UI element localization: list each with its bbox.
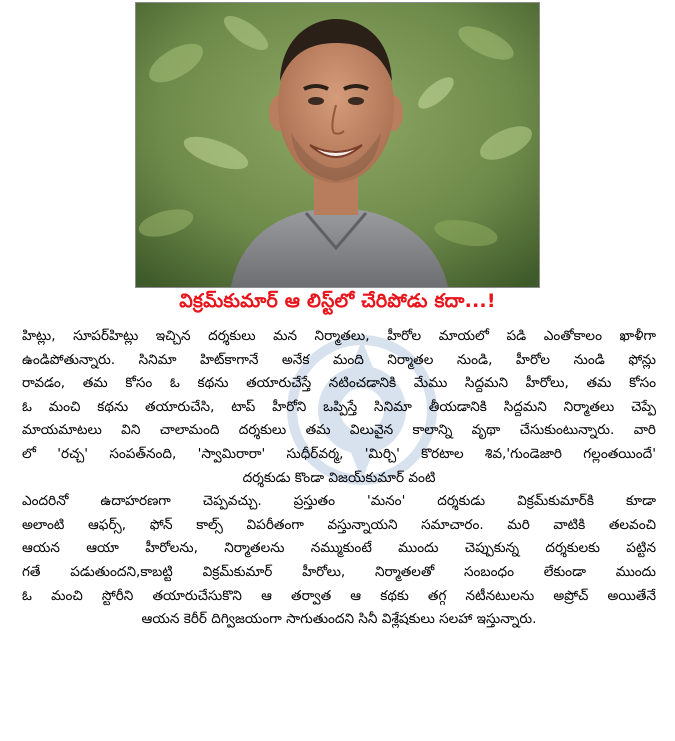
article-body — [22, 325, 656, 632]
article-headline: విక్రమ్‌కుమార్ ఆ లిస్ట్‌లో చేరిపోడు కదా...! — [179, 290, 496, 312]
article-line: ఆయన కెరీర్ దిగ్విజయంగా సాగుతుందని సినీ విశ్లేషకులు సలహా ఇస్తున్నారు. — [141, 611, 537, 628]
article-line: మాయమాటలు విని చాలామంది దర్శకులు తమ విలువైన కాలాన్ని వృథా చేసుకుంటున్నారు. వారి — [22, 422, 656, 439]
article-photo — [135, 2, 540, 288]
article-line: రావడం, తమ కోసం ఓ కథను తయారుచేస్తే నటించడానికి మేము సిద్దమని హీరోలు, తమ కోసం — [22, 375, 656, 392]
portrait-image — [136, 3, 539, 287]
article-line: ఓ మంచి స్టోరీని తయారుచేసుకొని ఆ తర్వాత ఆ కథకు తగ్గ నటీనటులను అప్రోచ్ అయితేనే — [22, 587, 656, 604]
article-line: ఓ మంచి కథను తయారుచేసి, టాప్ హీరోని ఒప్పిస్తే సినిమా తీయడానికి సిద్దమని నిర్మాతలు చెప్పే — [22, 398, 656, 415]
article-line: ఎందరినో ఉదాహరణగా చెప్పవచ్చు. ప్రస్తుతం 'మనం' దర్శకుడు విక్రమ్‌కుమార్‌కి కూడా — [22, 493, 656, 510]
article-line: గతే పడుతుందని,కాబట్టి విక్రమ్‌కుమార్ హీరోలు, నిర్మాతలతో సంబంధం లేకుండా ముందు — [22, 563, 656, 580]
article-line: హిట్లు, సూపర్‌హిట్లు ఇచ్చిన దర్శకులు మన నిర్మాతలు, హీరోల మాయలో పడి ఎంతోకాలం ఖాళీగా — [22, 328, 656, 344]
article-line: ఆయన ఆయా హీరోలను, నిర్మాతలను నమ్ముకుంటే ముందు చెప్పుకున్న దర్శకులకు పట్టిన — [22, 540, 656, 557]
article-line: లో 'రచ్చ' సంపత్‌నంది, 'స్వామిరారా' సుధీర్‌వర్మ, 'మిర్చి' కొరటాల శివ,'గుండెజారి గల్లంతయిందే' — [22, 445, 656, 462]
article-line: అలాంటి ఆఫర్స్, ఫోన్ కాల్స్ విపరీతంగా వస్తున్నాయని సమాచారం. మరి వాటికి తలవంచి — [22, 516, 656, 533]
article-line: ఉండిపోతున్నారు. సినిమా హిట్‌కాగానే అనేక మంది నిర్మాతల నుండి, హీరోల నుండి ఫోన్లు — [22, 351, 656, 368]
article-line: దర్శకుడు కొండా విజయ్‌కుమార్ వంటి — [242, 469, 436, 486]
